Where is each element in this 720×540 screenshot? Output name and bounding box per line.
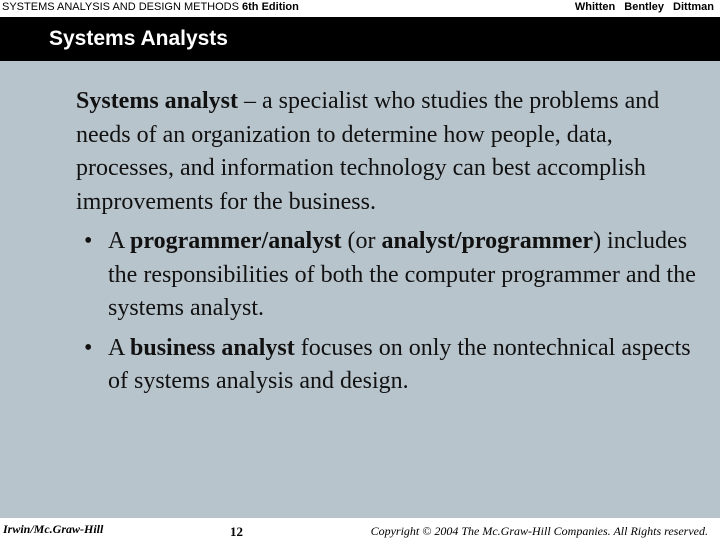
definition-term: Systems analyst (76, 88, 239, 114)
definition-paragraph (76, 85, 706, 219)
bullet-text: focuses on only the nontechnical aspects of systems analysis and design. (108, 334, 691, 394)
bullet-text: ) includes the responsibilities of both the computer programmer and the systems analyst. (108, 228, 696, 321)
book-title-line (2, 0, 299, 14)
bullet-list (76, 225, 706, 399)
footer-bar (0, 518, 720, 540)
bullet-term: programmer/analyst (130, 228, 342, 254)
book-title: SYSTEMS ANALYSIS AND DESIGN METHODS (2, 1, 239, 13)
publisher: Irwin/Mc.Graw-Hill (3, 522, 104, 536)
bullet-mid: (or (341, 228, 382, 254)
page-number: 12 (230, 524, 243, 539)
edition: 6th Edition (242, 1, 299, 13)
bullet-term: analyst/programmer (381, 228, 594, 254)
bullet-prefix: A (108, 334, 131, 361)
bullet-item (76, 225, 706, 326)
bullet-marker: • (84, 334, 93, 361)
header-bar (0, 0, 720, 17)
bullet-prefix: A (108, 228, 131, 254)
bullet-marker: • (84, 228, 93, 254)
slide-title: Systems Analysts (49, 27, 228, 50)
authors: Whitten Bentley Dittman (574, 1, 714, 13)
slide-body (76, 85, 706, 405)
bullet-item (76, 332, 706, 399)
title-bar (0, 17, 720, 61)
bullet-term: business analyst (130, 334, 295, 361)
copyright: Copyright © 2004 The Mc.Graw-Hill Companies. All Rights reserved. (370, 524, 708, 538)
definition-text: – a specialist who studies the problems and needs of an organization to determine how people, data, processes, and information technology can best accomplish improvements for the business. (76, 88, 660, 215)
